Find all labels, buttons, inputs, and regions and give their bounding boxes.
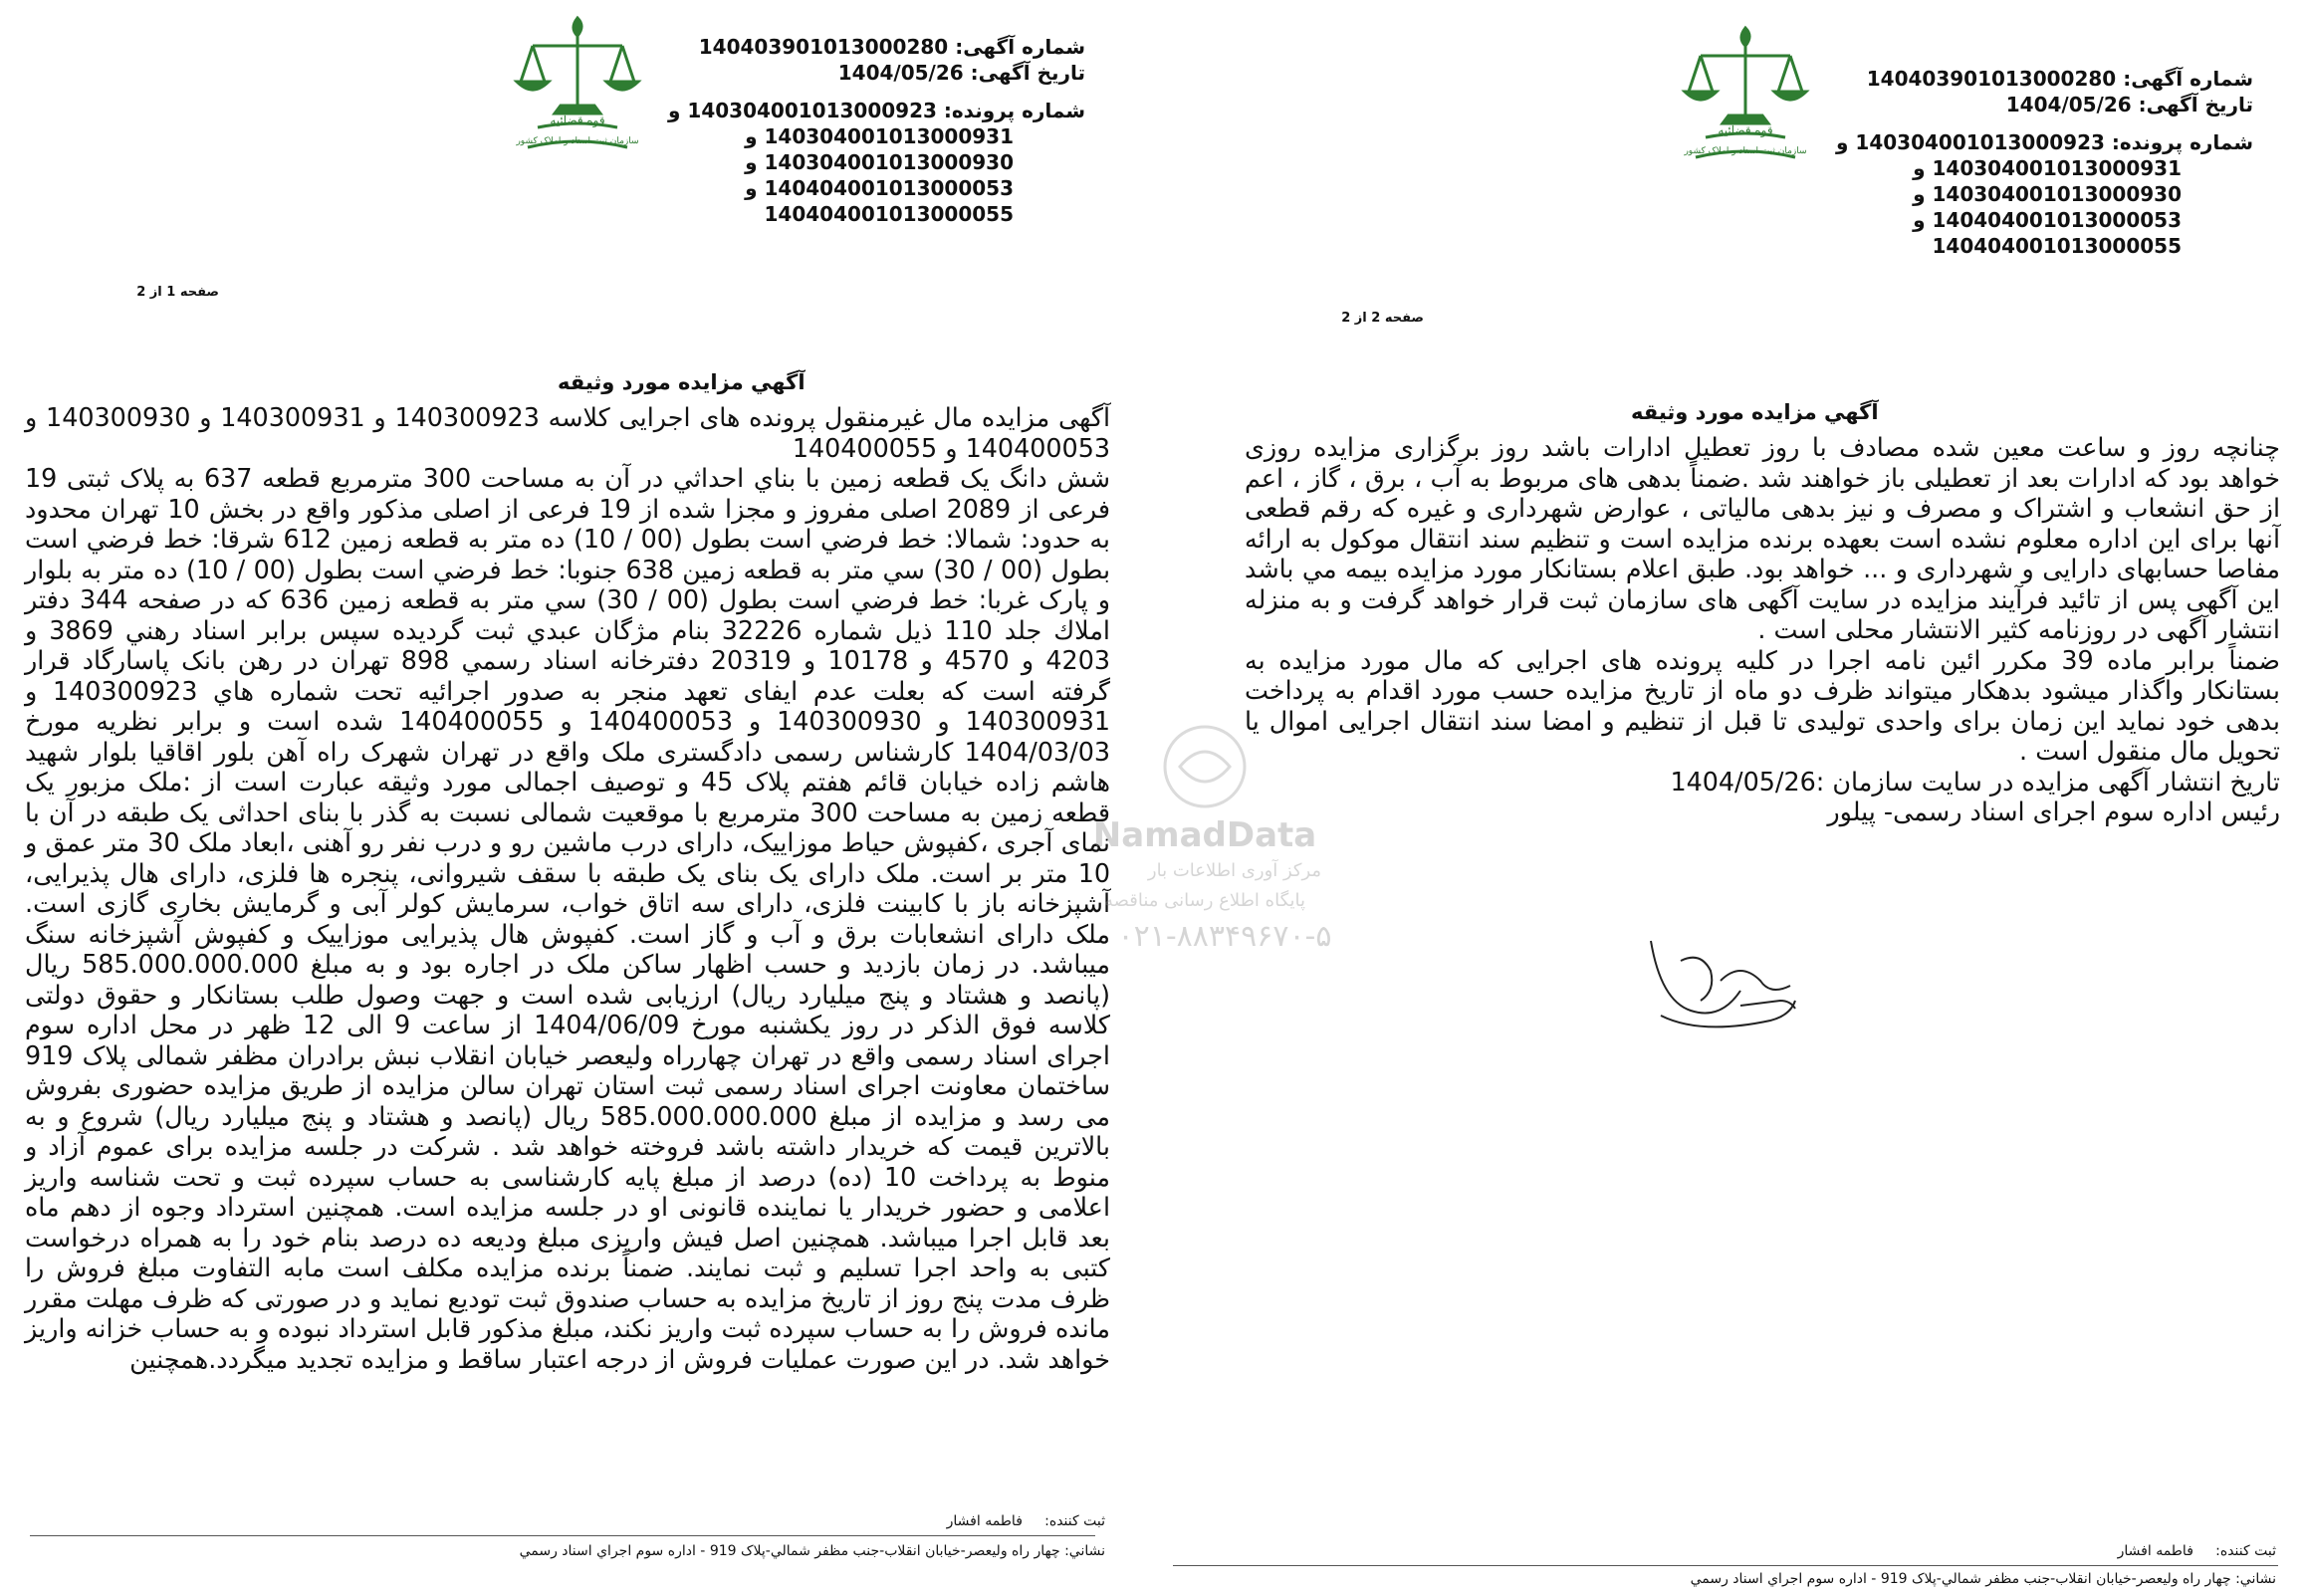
notice-date-label: تاریخ آگهی: — [970, 61, 1085, 85]
watermark-phone: ۰۲۱-۸۸۳۴۹۶۷۰-۵ — [1117, 919, 1332, 954]
notice-paragraph: ضمناً برابر ماده 39 مکرر ائين نامه اجرا در کليه پرونده های اجرايی که مال مورد مزايده به بستانکار واگذار ميشود بدهکار ميتواند ظرف دو ماه از تاريخ مزايده حسب مورد اقدام به پرداخت بدهی خود نمايد اين زمان برای واحدی توليدی تا قبل از تنظيم و امضا سند انتقال اجرايی اموال يا تحويل مال منقول است . — [1245, 644, 2280, 766]
page-number: صفحه 1 از 2 — [136, 285, 219, 300]
notice-page-2 — [1153, 0, 2306, 1596]
registrar-name: فاطمه افشار — [2117, 1543, 2193, 1559]
file-number-line: 140304001013000931 و — [745, 124, 1014, 148]
file-number-line: 140304001013000923 و — [1836, 130, 2105, 154]
registrar-line — [947, 1513, 1105, 1529]
notice-header — [1815, 66, 2253, 259]
emblem-org-line2: سازمان ثبت اسناد و املاک کشور — [516, 136, 639, 146]
address-text: چهار راه وليعصر-خيابان انقلاب-جنب مظفر شمالي-پلاک 919 - اداره سوم اجراي اسناد رسمي — [519, 1543, 1060, 1559]
address-line — [1691, 1571, 2276, 1587]
file-number-line: 140404001013000053 و — [1913, 208, 2182, 232]
notice-date-label: تاریخ آگهی: — [2138, 93, 2253, 116]
notice-paragraph: چنانچه روز و ساعت معين شده مصادف با روز تعطيل ادارات باشد روز برگزاری مزايده روزی خواهد بود که ادارات بعد از تعطيلی باز خواهند شد .ضمناً بدهی های مربوط به آب ، برق ، گاز ، اعم از حق انشعاب و اشتراک و مصرف و نيز بدهی مالياتی ، عوارض شهرداری و غيره که رقم قطعی آنها برای اين اداره معلوم نشده است بعهده برنده مزايده است و تنظيم سند انتقال موکول به ارائه مفاصا حسابهای دارايی و شهرداری و ... خواهد بود. طبق اعلام بستانکار مورد مزايده بيمه مي باشد اين آگهی پس از تائيد فرآيند مزايده در سايت آگهی های سازمان ثبت قرار خواهد گرفت و به منزله انتشار آگهی در روزنامه کثير الانتشار محلی است . — [1245, 432, 2280, 644]
notice-date: 1404/05/26 — [2005, 93, 2132, 116]
judiciary-scales-emblem-icon — [503, 10, 652, 159]
notice-number: 140403901013000280 — [698, 35, 949, 59]
file-number-label: شماره پرونده: — [943, 99, 1085, 122]
notice-paragraph: رئيس اداره سوم اجرای اسناد رسمی- پيلور — [1827, 797, 2280, 826]
footer-divider — [1173, 1565, 2278, 1566]
notice-date: 1404/05/26 — [837, 61, 964, 85]
address-label: نشاني: — [1064, 1543, 1105, 1559]
watermark-brand: NamadData — [1092, 815, 1317, 855]
address-text: چهار راه وليعصر-خيابان انقلاب-جنب مظفر شمالي-پلاک 919 - اداره سوم اجراي اسناد رسمي — [1690, 1571, 2231, 1587]
notice-paragraph: آگهی مزایده مال غیرمنقول پرونده های اجرایی کلاسه 140300923 و 140300931 و 140300930 و 140400053 و 140400055 — [25, 402, 1111, 463]
address-line — [520, 1543, 1105, 1559]
file-number-line: 140304001013000931 و — [1913, 156, 2182, 180]
notice-paragraph: شش دانگ یک قطعه زمین با بناي احداثي در آن به مساحت 300 مترمربع قطعه 637 به پلاک ثبتی 19 فرعی از 2089 اصلی مفروز و مجزا شده از 19 فرعی از اصلی مذکور واقع در بخش 10 تهران محدود به حدود: شمالا: خط فرضي است بطول (00 / 10) ده متر به قطعه زمين 612 شرقا: خط فرضي است بطول (00 / 30) سي متر به قطعه زمين 638 جنوبا: خط فرضي است بطول (00 / 10) ده متر به بلوار و پارک غربا: خط فرضي است بطول (00 / 30) سي متر به قطعه زمين 636 كه در صفحه 344 دفتر املاك جلد 110 ذيل شماره 32226 بنام مژگان عبدي ثبت گرديده سپس برابر اسناد رهني 3869 و 4203 و 4570 و 10178 و 20319 دفترخانه اسناد رسمي 898 تهران در رهن بانک پاسارگاد قرار گرفته است که بعلت عدم ایفای تعهد منجر به صدور اجرائیه تحت شماره هاي 140300923 و 140300931 و 140300930 و 140400053 و 140400055 شده است و برابر نظريه مورخ 1404/03/03 کارشناس رسمی دادگستری ملک واقع در تهران شهرک راه آهن بلور اقاقيا بلوار شهيد هاشم زاده خيابان قائم هفتم پلاک 45 و توصيف اجمالی مورد وثيقه عبارت است از :ملک مزبور يک قطعه زمين به مساحت 300 مترمربع با موقعيت شمالی نسبت به گذر با بنای احداثی يک طبقه در آن با نمای آجری ،کفپوش حياط موزاييک، دارای درب ماشين رو و درب نفر رو آهنی ،ابعاد ملک 30 متر عمق و 10 متر بر است. ملک دارای يک بنای يک طبقه با سقف شيروانی، پنجره ها فلزی، دارای هال پذيرايی، آشپزخانه باز با کابينت فلزی، دارای سه اتاق خواب، سرمايش کولر آبی و گرمايش بخاری گازی است. ملک دارای انشعابات برق و آب و گاز است. کفپوش هال پذيرايی موزاييک و کفپوش آشپزخانه سنگ ميباشد. در زمان بازديد و حسب اظهار ساکن ملک در اجاره بود و به مبلغ 585.000.000.000 ريال (پانصد و هشتاد و پنج ميليارد ريال) ارزيابی شده است و جهت وصول طلب بستانکار و حقوق دولتی کلاسه فوق الذکر در روز يکشنبه مورخ 1404/06/09 از ساعت 9 الی 12 ظهر در محل اداره سوم اجرای اسناد رسمی واقع در تهران چهارراه وليعصر خيابان انقلاب نبش برادران مظفر شمالی پلاک 919 ساختمان معاونت اجرای اسناد رسمی ثبت استان تهران سالن مزايده از طريق مزايده حضوری بفروش می رسد و مزايده از مبلغ 585.000.000.000 ريال (پانصد و هشتاد و پنج ميليارد ريال) شروع و به بالاترين قيمت که خريدار داشته باشد فروخته خواهد شد . شرکت در جلسه مزايده برای عموم آزاد و منوط به پرداخت 10 (ده) درصد از مبلغ پايه کارشناسی به حساب سپرده ثبت و تحت شناسه واريز اعلامی و حضور خريدار يا نماينده قانونی او در جلسه مزايده است. همچنين استرداد وجوه از دهم ماه بعد قابل اجرا ميباشد. همچنين اصل فيش واريزی مبلغ وديعه ده درصد بنام خود را به همراه درخواست کتبی به واحد اجرا تسليم و ثبت نمايند. ضمناً برنده مزايده مکلف است مابه التفاوت مبلغ فروش را ظرف مدت پنج روز از تاريخ مزايده به حساب صندوق ثبت توديع نمايد و در صورتی که ظرف مهلت مقرر مانده فروش را به حساب سپرده ثبت واريز نکند، مبلغ مذکور قابل استرداد نبوده و به حساب خزانه واريز خواهد شد. در اين صورت عمليات فروش از درجه اعتبار ساقط و مزايده تجديد ميگردد.همچنين — [25, 463, 1111, 1374]
emblem-org-line1: قوه قضائيه — [1718, 123, 1773, 137]
notice-number: 140403901013000280 — [1866, 67, 2117, 91]
page-number: صفحه 2 از 2 — [1341, 311, 1424, 326]
judiciary-scales-emblem-icon — [1671, 20, 1820, 169]
address-label: نشاني: — [2235, 1571, 2276, 1587]
footer-divider — [30, 1535, 1095, 1536]
file-number-label: شماره پرونده: — [2111, 130, 2253, 154]
notice-number-label: شماره آگهی: — [955, 35, 1085, 59]
file-number-line: 140304001013000930 و — [745, 150, 1014, 174]
file-number-line: 140404001013000053 و — [745, 176, 1014, 200]
registrar-name: فاطمه افشار — [946, 1513, 1023, 1529]
notice-paragraph: تاريخ انتشار آگهی مزايده در سايت سازمان :1404/05/26 — [1670, 766, 2280, 797]
emblem-org-line2: سازمان ثبت اسناد و املاک کشور — [1684, 146, 1807, 156]
registrar-line — [2118, 1543, 2276, 1559]
emblem-org-line1: قوه قضائيه — [550, 114, 605, 127]
registrar-label: ثبت کننده: — [2215, 1543, 2276, 1559]
notice-header — [647, 34, 1085, 227]
handwritten-signature-icon — [1621, 921, 1820, 1055]
notice-title: آگهي مزايده مورد وثيقه — [1631, 400, 1879, 424]
watermark-line2: پایگاه اطلاع رسانی مناقصه — [1103, 890, 1306, 911]
file-number-line: 140404001013000055 — [1932, 234, 2182, 258]
notice-body — [25, 402, 1110, 1374]
watermark-line1: مرکز آوری اطلاعات بار — [1147, 860, 1322, 881]
notice-body — [1245, 432, 2280, 827]
notice-number-label: شماره آگهی: — [2123, 67, 2253, 91]
file-number-line: 140304001013000923 و — [668, 99, 937, 122]
notice-title: آگهي مزايده مورد وثيقه — [558, 370, 806, 394]
file-number-line: 140304001013000930 و — [1913, 182, 2182, 206]
file-number-line: 140404001013000055 — [764, 202, 1014, 226]
registrar-label: ثبت کننده: — [1044, 1513, 1105, 1529]
